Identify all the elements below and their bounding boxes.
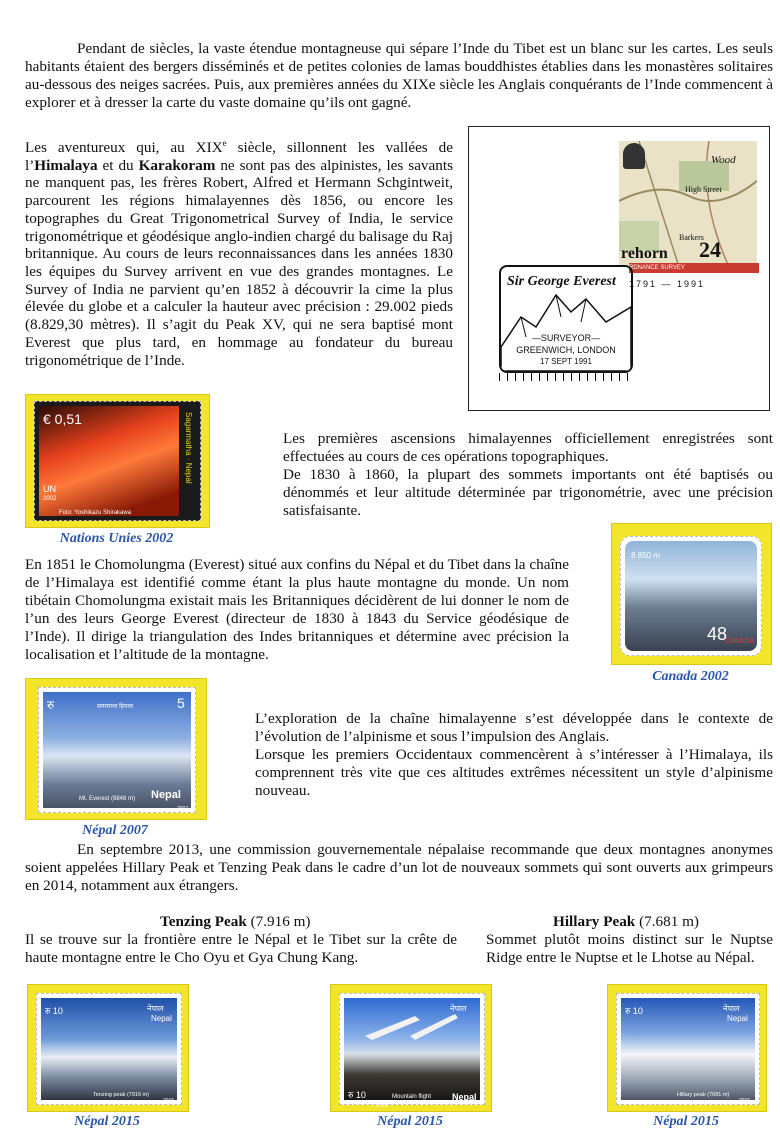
caption-nepal-2007: Népal 2007 [82, 823, 148, 838]
stamp-country: CANADA [725, 638, 755, 645]
postmark-ruler [499, 373, 629, 381]
stamp-frame-un [25, 394, 210, 528]
stamp-name: Mt. Everest (8848 m) [79, 796, 136, 802]
stamp-un [34, 401, 201, 521]
tenzing-heading: Tenzing Peak (7.916 m) [160, 913, 311, 930]
september-2013-paragraph: En septembre 2013, une commission gouvernementale népalaise recommande que deux montagnes anonymes soient appelées Hillary Peak et Tenzing Peak dans le cadre d’un lot de nouveaux sommets qui sont ouverts aux grimpeurs en 2014, notamment aux étrangers. [25, 841, 773, 894]
stamp-label: Mountain flight [392, 1094, 432, 1100]
intro-paragraph: Pendant de siècles, la vaste étendue montagneuse qui sépare l’Inde du Tibet est un blanc sur les cartes. Les seuls habitants étaient des bergers disséminés et de petites colonies de lamas bouddhistes établies dans les monastères solitaires au-dessous des neiges sacrées. Puis, aux premières années du XIXe siècle les Anglais conquérants de l’Inde commencent à explorer et à dresser la carte du vaste domaine qu’ils ont gagné. [25, 40, 773, 111]
stamp-frame-tenzing [27, 984, 189, 1112]
stamp-value: € 0,51 [43, 411, 82, 427]
caption-nepal-2015-hillary: Népal 2015 [653, 1114, 719, 1129]
stamp-top-script: नेपाल [723, 1004, 740, 1013]
himalaya-term: Himalaya [34, 156, 98, 174]
map-label-street: High Street [685, 185, 722, 194]
postmark-line2: GREENWICH, LONDON [516, 345, 616, 355]
de-1830-paragraph: De 1830 à 1860, la plupart des sommets importants ont été baptisés ou dénommés et leur altitude déterminée par trigonométrie, avec une précision satisfaisante. [283, 466, 773, 519]
himalaya-paragraph: Les aventureux qui, au XIXe siècle, sillonnent les vallées de l’Himalaya et du Karakoram ne sont pas des alpinistes, les savants ne manquent pas, les frères Robert, Alfred et Hermann Schgintweit, parcourent les régions himalayennes dès 1856, ou encore les topographes du Great Trigonometrical Survey of India, le service trigonométrique et géodésique anglo-indien chargé du balisage du Raj britannique. Au cours de leurs reconnaissances dans les années 1830 les équipes du Survey arrivent en vue des grandes montagnes. Le Survey of India ne parvient qu’en 1852 à découvrir la cime la plus élevée du globe et a calculer la hauteur avec précision : 29.002 pieds (8.829,30 mètres). Il s’agit du Peak XV, qui ne sera baptisé mont Everest que plus tard, en hommage au fondateur du bureau trigonométrique de l’Inde. [25, 138, 453, 369]
stamp-label: Tenzing peak (7916 m) [93, 1092, 149, 1098]
stamp-label: Hillary peak (7681 m) [677, 1092, 730, 1098]
stamp-hillary-peak [616, 993, 760, 1105]
exploration-paragraph-1: L’exploration de la chaîne himalayenne s’est développée dans le contexte de l’évolution de l’alpinisme et sous l’impulsion des Anglais. [255, 710, 773, 745]
first-day-cover [468, 126, 770, 411]
stamp-value: 24 [699, 237, 721, 262]
stamp-year: 2015 [739, 1098, 751, 1104]
stamp-value: रु 10 [45, 1006, 63, 1016]
stamp-value: रु 10 [625, 1006, 643, 1016]
survey-band: RDNANCE SURVEY [629, 263, 759, 273]
hillary-heading: Hillary Peak (7.681 m) [553, 913, 699, 930]
stamp-frame-nepal-2007 [25, 678, 207, 820]
postmark-date: 17 SEPT 1991 [540, 357, 592, 366]
map-label-rehorn: rehorn [621, 245, 668, 262]
stamp-value: 48 [707, 624, 728, 644]
stamp-year: 2015 [376, 1103, 388, 1109]
stamp-script: सगरमाथा हिमाल [97, 704, 134, 710]
stamp-tenzing-peak [36, 993, 182, 1105]
map-stamp [619, 141, 757, 267]
hillary-text: Sommet plutôt moins distinct sur le Nuptse Ridge entre le Nuptse et le Lhotse au Népal. [486, 931, 773, 966]
map-label-barkers: Barkers [679, 233, 704, 242]
stamp-country: Nepal [151, 789, 181, 801]
karakoram-term: Karakoram [138, 156, 216, 174]
tenzing-text: Il se trouve sur la frontière entre le Népal et le Tibet sur la crête de haute montagne entre le Cho Oyu et Gya Chung Kang. [25, 931, 457, 966]
survey-years: 1791 — 1991 [629, 279, 706, 289]
caption-un: Nations Unies 2002 [59, 531, 174, 546]
stamp-un-mark: UN [43, 484, 56, 494]
airplane-icon [360, 1006, 460, 1046]
stamp-frame-canada [611, 523, 772, 665]
stamp-top-script: नेपाल [450, 1004, 467, 1013]
caption-canada: Canada 2002 [652, 669, 729, 684]
stamp-year: 2002 [43, 496, 57, 502]
first-ascents-paragraph: Les premières ascensions himalayennes officiellement enregistrées sont effectuées au cours de ces opérations topographiques. [283, 430, 773, 465]
stamp-canada [620, 536, 762, 656]
stamp-country: Nepal [727, 1014, 748, 1023]
stamp-value: 5 [177, 695, 185, 711]
caption-nepal-2015-flight: Népal 2015 [377, 1114, 443, 1129]
stamp-year: 2007 [177, 806, 189, 812]
postmark-frame [499, 265, 633, 373]
stamp-value: रु 10 [348, 1090, 366, 1100]
stamp-nepal-2007 [38, 687, 196, 813]
stamp-altitude: 8 850 m [631, 551, 660, 560]
chomolungma-paragraph: En 1851 le Chomolungma (Everest) situé aux confins du Népal et du Tibet dans la chaîne de l’Himalaya est identifié comme étant la plus haute montagne du monde. Un nom tibétain Chomolungma existait mais les Britanniques décidèrent de lui donner le nom de l’un des leurs George Everest (directeur de 1830 à 1843 du Service géodésique de l’Inde). Il dirige la triangulation des Indes britanniques et détermine avec précision la localisation et l’altitude de la montagne. [25, 556, 569, 663]
queen-head-icon [623, 143, 645, 169]
map-label-wood: Wood [711, 154, 736, 166]
stamp-mountain-flight [339, 993, 485, 1109]
exploration-paragraph-2: Lorsque les premiers Occidentaux commencèrent à s’intéresser à l’Himalaya, ils comprennent très vite que ces altitudes extrêmes nécessitent un style d’alpinisme nouveau. [255, 746, 773, 799]
stamp-country: Nepal [151, 1014, 172, 1023]
postmark-line1: —SURVEYOR— [531, 333, 601, 343]
stamp-side-text: Sagarmatha · Nepal [184, 412, 193, 484]
caption-nepal-2015-tenzing: Népal 2015 [74, 1114, 140, 1129]
stamp-frame-hillary [607, 984, 767, 1112]
stamp-top-script: नेपाल [147, 1004, 164, 1013]
stamp-credit: Foto: Yoshikazu Shirakawa [59, 510, 132, 516]
postmark-title: Sir George Everest [507, 274, 616, 289]
stamp-currency: रु [47, 698, 55, 712]
postmark [499, 265, 631, 387]
stamp-year: 2015 [163, 1098, 175, 1104]
stamp-frame-mountain-flight [330, 984, 492, 1112]
stamp-country: Nepal [452, 1092, 477, 1102]
